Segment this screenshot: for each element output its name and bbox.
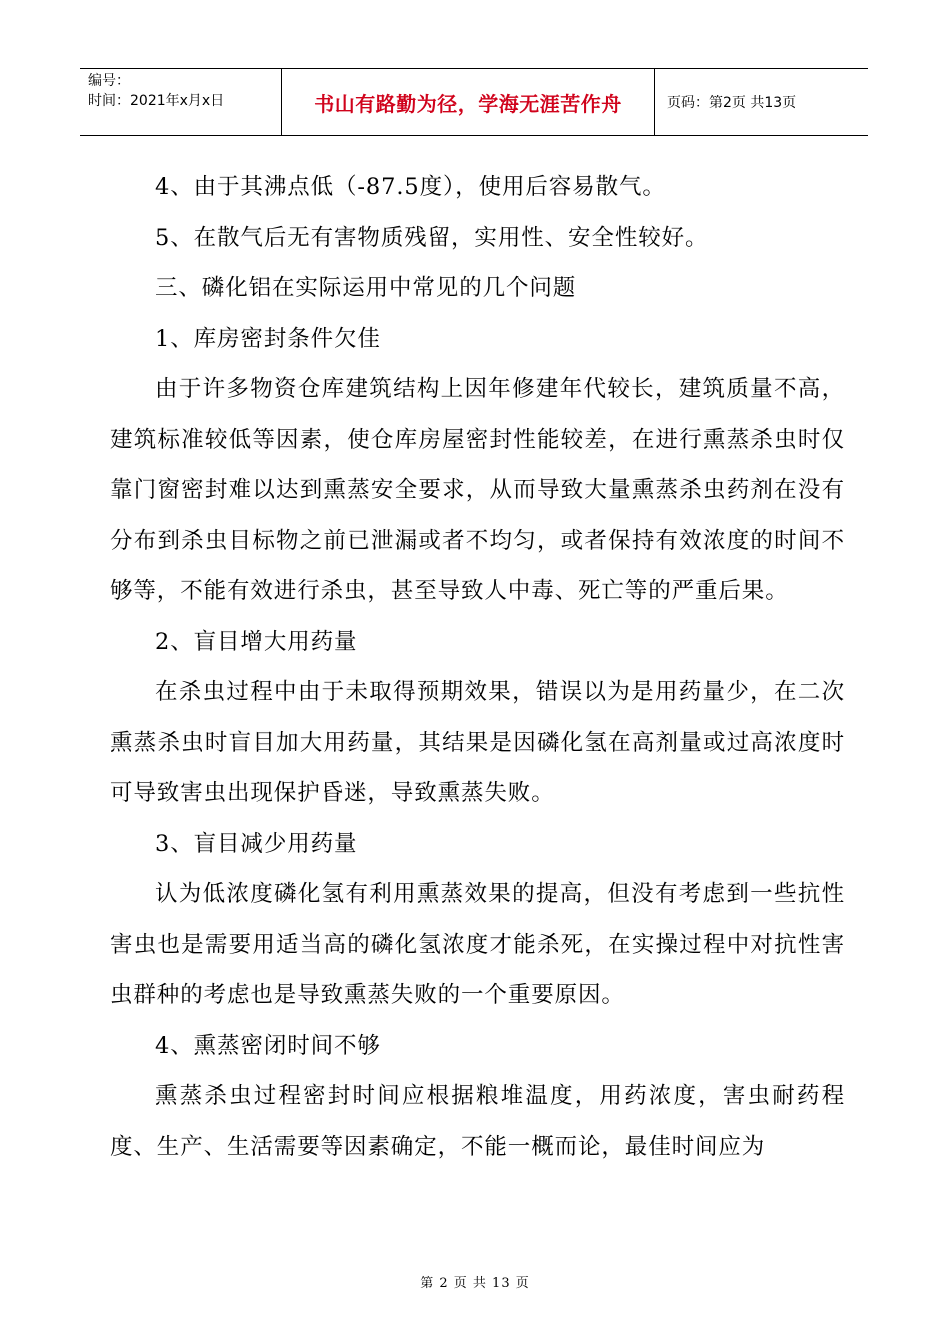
subheading: 4、熏蒸密闭时间不够 <box>155 1032 381 1059</box>
subheading: 3、盲目减少用药量 <box>155 830 358 857</box>
document-body <box>110 162 845 1172</box>
paragraph: 由于许多物资仓库建筑结构上因年修建年代较长，建筑质量不高，建筑标准较低等因素，使仓库房屋密封性能较差，在进行熏蒸杀虫时仅靠门窗密封难以达到熏蒸安全要求，从而导致大量熏蒸杀虫药剂在没有分布到杀虫目标物之前已泄漏或者不均匀，或者保持有效浓度的时间不够等，不能有效进行杀虫，甚至导致人中毒、死亡等的严重后果。 <box>110 376 845 604</box>
paragraph: 5、在散气后无有害物质残留，实用性、安全性较好。 <box>155 224 709 251</box>
document-time-label: 时间：2021年x月x日 <box>88 93 225 109</box>
document-number-label: 编号： <box>88 73 130 89</box>
paragraph: 认为低浓度磷化氢有利用熏蒸效果的提高，但没有考虑到一些抗性害虫也是需要用适当高的磷化氢浓度才能杀死，在实操过程中对抗性害虫群种的考虑也是导致熏蒸失败的一个重要原因。 <box>110 881 845 1008</box>
header-table <box>80 68 868 136</box>
paragraph: 4、由于其沸点低（-87.5度），使用后容易散气。 <box>155 174 666 200</box>
section-heading: 三、磷化铝在实际运用中常见的几个问题 <box>155 275 577 301</box>
page-footer: 第 2 页 共 13 页 <box>420 1276 530 1291</box>
paragraph: 熏蒸杀虫过程密封时间应根据粮堆温度，用药浓度，害虫耐药程度、生产、生活需要等因素确定，不能一概而论，最佳时间应为 <box>110 1083 845 1160</box>
header-page-info: 页码：第2页 共13页 <box>667 95 797 111</box>
header-motto: 书山有路勤为径，学海无涯苦作舟 <box>282 69 655 135</box>
paragraph: 在杀虫过程中由于未取得预期效果，错误以为是用药量少，在二次熏蒸杀虫时盲目加大用药量，其结果是因磷化氢在高剂量或过高浓度时可导致害虫出现保护昏迷，导致熏蒸失败。 <box>110 679 845 806</box>
subheading: 2、盲目增大用药量 <box>155 628 358 655</box>
header-meta-cell <box>80 69 282 135</box>
subheading: 1、库房密封条件欠佳 <box>155 325 381 352</box>
